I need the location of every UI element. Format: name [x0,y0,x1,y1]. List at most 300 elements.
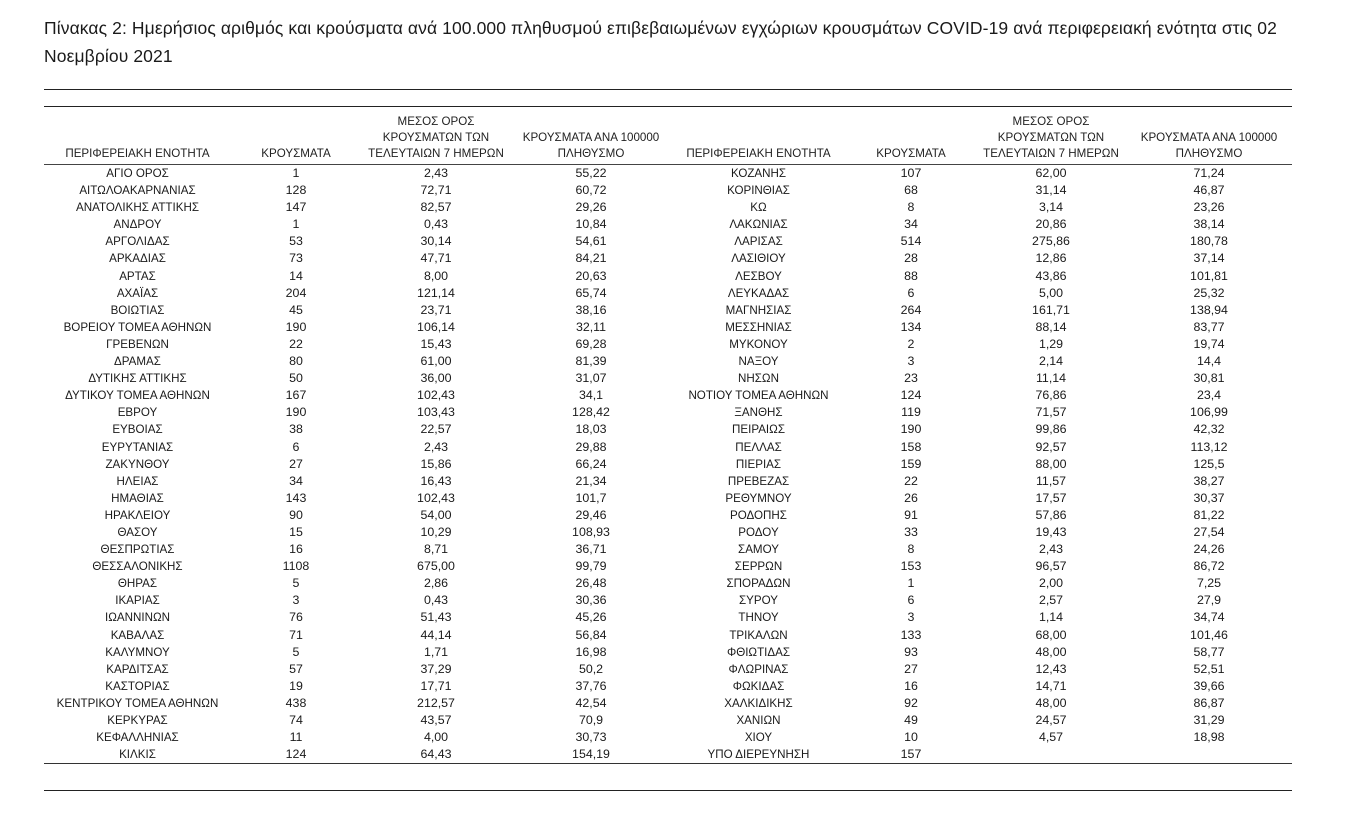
cell-cases-left: 53 [289,234,303,249]
header-cases-right: ΚΡΟΥΣΜΑΤΑ [876,147,946,160]
cell-region-left: ΙΚΑΡΙΑΣ [115,594,160,608]
cell-per100k-left: 65,74 [575,285,607,300]
cell-region-right: ΛΑΚΩΝΙΑΣ [729,218,788,232]
cell-avg7-left: 15,86 [420,456,452,471]
cell-region-left: ΖΑΚΥΝΘΟΥ [105,457,170,471]
cell-per100k-right: 14,4 [1196,354,1222,369]
cell-region-right: ΛΕΥΚΑΔΑΣ [727,286,790,300]
cell-per100k-left: 29,88 [575,439,607,454]
cell-per100k-left: 50,2 [578,661,604,676]
cell-region-left: ΕΥΒΟΙΑΣ [112,423,163,437]
cell-avg7-right [976,746,1126,764]
table-row [44,302,1292,319]
table-row [44,439,1292,456]
cell-region-left: ΔΡΑΜΑΣ [114,355,161,369]
cell-cases-left: 34 [289,473,303,488]
cell-avg7-right: 43,86 [1035,268,1067,283]
cell-region-left: ΑΝΑΤΟΛΙΚΗΣ ΑΤΤΙΚΗΣ [75,201,199,215]
cell-avg7-right: 19,43 [1035,524,1067,539]
cell-region-right: ΜΥΚΟΝΟΥ [729,337,788,351]
cell-per100k-right: 38,27 [1193,473,1225,488]
cell-cases-right: 88 [904,268,918,283]
cell-region-left: ΚΕΝΤΡΙΚΟΥ ΤΟΜΕΑ ΑΘΗΝΩΝ [56,696,219,710]
cell-region-left: ΑΓΙΟ ΟΡΟΣ [106,167,169,180]
cell-cases-left: 45 [289,302,303,317]
cell-region-right: ΣΥΡΟΥ [738,594,778,608]
cell-avg7-left: 30,14 [420,234,452,249]
cell-per100k-right: 101,81 [1190,268,1228,283]
table-row [44,473,1292,490]
top-rule [44,89,1292,90]
cell-per100k-left: 56,84 [575,627,607,642]
cell-cases-left: 1108 [282,559,310,574]
cell-region-right: ΦΛΩΡΙΝΑΣ [728,662,789,676]
cell-cases-left: 73 [289,251,303,266]
cell-cases-left: 15 [289,524,303,539]
cell-avg7-right: 24,57 [1035,713,1067,727]
cell-region-left: ΚΑΛΥΜΝΟΥ [105,645,170,659]
cell-per100k-left: 10,84 [575,217,607,232]
cell-per100k-right: 71,24 [1193,166,1225,180]
cell-region-right: ΣΠΟΡΑΔΩΝ [726,577,791,591]
cell-cases-right: 6 [907,593,915,608]
cell-per100k-right [1126,746,1292,764]
cell-region-left: ΗΛΕΙΑΣ [116,474,159,488]
cell-region-right: ΝΟΤΙΟΥ ΤΟΜΕΑ ΑΘΗΝΩΝ [688,389,829,403]
cell-per100k-right: 52,51 [1193,661,1225,676]
cell-avg7-right: 92,57 [1035,439,1067,454]
cell-region-left: ΑΧΑΪΑΣ [116,286,159,300]
cell-region-right: ΠΕΛΛΑΣ [735,440,782,454]
cell-cases-right: 2 [907,336,915,351]
cell-cases-left: 190 [285,405,307,420]
cell-region-left: ΓΡΕΒΕΝΩΝ [106,337,169,351]
table-row [44,456,1292,473]
cell-region-left: ΚΑΣΤΟΡΙΑΣ [105,679,170,693]
table-row [44,216,1292,233]
cell-avg7-right: 11,57 [1035,473,1067,488]
cell-region-right: ΤΗΝΟΥ [738,611,779,625]
cell-avg7-left: 0,43 [423,217,449,232]
cell-region-right: ΚΩ [750,201,767,215]
table-row [44,250,1292,267]
cell-region-left: ΕΥΡΥΤΑΝΙΑΣ [101,440,174,454]
cell-per100k-left: 18,03 [575,422,607,437]
table-row [44,165,1292,183]
cell-avg7-left: 10,29 [420,524,452,539]
cell-per100k-left: 29,26 [575,200,607,215]
cell-avg7-right: 1,14 [1038,610,1064,625]
cell-cases-left: 74 [289,713,303,727]
cell-per100k-right: 180,78 [1190,234,1228,249]
cell-region-right: ΦΩΚΙΔΑΣ [732,679,785,693]
cell-per100k-left: 26,48 [575,576,607,591]
cell-region-right: ΚΟΡΙΝΘΙΑΣ [727,184,790,198]
cell-region-left: ΚΑΡΔΙΤΣΑΣ [106,662,169,676]
cell-per100k-left: 154,19 [572,747,610,762]
cell-avg7-left: 54,00 [420,507,452,522]
cell-region-right: ΧΙΟΥ [744,731,773,745]
cell-region-right: ΥΠΟ ΔΙΕΡΕΥΝΗΣΗ [707,748,810,762]
cell-cases-left: 76 [289,610,303,625]
cell-per100k-right: 58,77 [1193,644,1225,659]
cell-avg7-right: 88,14 [1035,319,1067,334]
cell-per100k-right: 23,26 [1193,200,1225,215]
cell-per100k-left: 31,07 [575,371,607,386]
cell-per100k-left: 16,98 [575,644,607,659]
cell-cases-right: 91 [904,507,918,522]
cell-avg7-right: 2,00 [1038,576,1064,591]
cell-cases-right: 68 [904,183,918,198]
cell-region-left: ΒΟΙΩΤΙΑΣ [110,303,165,317]
cell-cases-left: 80 [289,354,303,369]
cell-per100k-right: 27,54 [1193,524,1225,539]
cell-cases-right: 3 [907,354,915,369]
cell-avg7-left: 103,43 [417,405,455,420]
cell-cases-left: 1 [292,166,300,180]
cell-cases-left: 57 [289,661,303,676]
cell-per100k-right: 25,32 [1193,285,1225,300]
cell-cases-right: 157 [900,747,922,762]
cell-avg7-right: 14,71 [1035,678,1067,693]
cell-per100k-left: 69,28 [575,336,607,351]
cell-cases-left: 11 [289,730,303,745]
cell-avg7-left: 43,57 [420,713,452,727]
cell-cases-left: 14 [289,268,303,283]
cell-avg7-left: 106,14 [417,319,455,334]
cell-per100k-right: 19,74 [1193,336,1225,351]
cell-cases-left: 1 [292,217,300,232]
cell-per100k-left: 108,93 [572,524,610,539]
cell-per100k-left: 42,54 [575,695,607,710]
cell-region-left: ΗΜΑΘΙΑΣ [111,491,164,505]
table-row [44,627,1292,644]
cell-avg7-right: 71,57 [1035,405,1067,420]
table-row [44,353,1292,370]
header-region-right: ΠΕΡΙΦΕΡΕΙΑΚΗ ΕΝΟΤΗΤΑ [686,147,831,160]
cell-avg7-right: 2,14 [1038,354,1064,369]
cell-region-right: ΜΕΣΣΗΝΙΑΣ [725,320,792,334]
cell-cases-right: 27 [904,661,918,676]
cell-per100k-right: 27,9 [1196,593,1222,608]
table-row [44,404,1292,421]
table-header-row [44,114,1292,165]
cell-per100k-left: 84,21 [575,251,607,266]
cell-region-right: ΡΟΔΟΥ [738,525,779,539]
cell-avg7-left: 2,43 [423,439,449,454]
cell-per100k-left: 55,22 [575,166,607,180]
cell-region-left: ΑΡΤΑΣ [119,269,156,283]
cell-per100k-right: 18,98 [1193,730,1225,745]
cell-per100k-left: 38,16 [575,302,607,317]
cell-avg7-right: 88,00 [1035,456,1067,471]
cell-per100k-left: 81,39 [575,354,607,369]
cell-region-left: ΑΝΔΡΟΥ [113,218,162,232]
cell-cases-left: 6 [292,439,300,454]
table-row [44,712,1292,729]
cell-avg7-left: 23,71 [420,302,452,317]
table-row [44,575,1292,592]
cell-region-right: ΚΟΖΑΝΗΣ [730,167,787,180]
cell-avg7-left: 22,57 [420,422,452,437]
cell-cases-left: 3 [292,593,300,608]
cell-per100k-right: 138,94 [1190,302,1228,317]
cell-avg7-right: 68,00 [1035,627,1067,642]
cell-per100k-left: 37,76 [575,678,607,693]
cell-avg7-left: 47,71 [420,251,452,266]
cell-per100k-left: 32,11 [575,319,607,334]
cell-avg7-left: 4,00 [423,730,449,745]
cell-avg7-right: 161,71 [1032,302,1070,317]
cell-region-right: ΛΑΣΙΘΙΟΥ [731,252,786,266]
cell-cases-left: 438 [285,695,307,710]
table-row [44,507,1292,524]
cell-cases-right: 22 [904,473,918,488]
cell-avg7-right: 57,86 [1035,507,1067,522]
cell-avg7-right: 99,86 [1035,422,1067,437]
header-top-rule [44,106,1292,107]
cell-avg7-right: 275,86 [1032,234,1070,249]
cell-avg7-right: 4,57 [1038,730,1064,745]
cell-avg7-right: 11,14 [1035,371,1067,386]
cell-per100k-right: 23,4 [1196,388,1222,403]
cell-cases-left: 143 [285,490,307,505]
cell-region-left: ΚΕΦΑΛΛΗΝΙΑΣ [96,731,179,745]
cell-region-right: ΠΙΕΡΙΑΣ [735,457,782,471]
cell-region-left: ΚΕΡΚΥΡΑΣ [107,714,168,727]
cell-avg7-right: 2,43 [1038,542,1064,557]
table-row [44,421,1292,438]
cell-region-left: ΒΟΡΕΙΟΥ ΤΟΜΕΑ ΑΘΗΝΩΝ [63,320,212,334]
table-row [44,678,1292,695]
cell-per100k-right: 37,14 [1193,251,1225,266]
cell-region-right: ΛΑΡΙΣΑΣ [734,235,783,249]
cell-per100k-left: 21,34 [575,473,607,488]
cell-per100k-left: 34,1 [578,388,604,403]
table-row [44,370,1292,387]
cell-avg7-right: 48,00 [1035,644,1067,659]
cell-per100k-left: 128,42 [572,405,610,420]
cell-cases-right: 23 [904,371,918,386]
cell-avg7-left: 16,43 [420,473,452,488]
cell-per100k-left: 101,7 [575,490,607,505]
cell-cases-left: 5 [292,644,300,659]
cell-avg7-right: 96,57 [1035,559,1067,574]
cell-cases-right: 28 [904,251,918,266]
cell-cases-right: 6 [907,285,915,300]
cell-per100k-right: 106,99 [1190,405,1228,420]
cell-avg7-left: 61,00 [420,354,452,369]
table-row [44,558,1292,575]
cell-cases-left: 204 [285,285,307,300]
header-per100k-right: ΚΡΟΥΣΜΑΤΑ ΑΝΑ 100000 ΠΛΗΘΥΣΜΟ [1140,131,1278,160]
cell-avg7-left: 37,29 [420,661,452,676]
cell-per100k-right: 24,26 [1193,542,1225,557]
table-row [44,182,1292,199]
cell-per100k-right: 34,74 [1193,610,1225,625]
cell-cases-right: 10 [904,730,918,745]
table-row [44,592,1292,609]
cell-avg7-left: 64,43 [420,747,452,762]
cell-cases-right: 153 [900,559,922,574]
cell-cases-left: 5 [292,576,300,591]
cell-cases-left: 19 [289,678,303,693]
cell-cases-right: 124 [900,388,922,403]
cell-per100k-left: 99,79 [575,559,607,574]
cell-avg7-right: 17,57 [1035,490,1067,505]
cell-avg7-right: 3,14 [1038,200,1064,215]
cell-per100k-right: 83,77 [1193,319,1225,334]
cell-region-right: ΠΕΙΡΑΙΩΣ [732,423,785,437]
cell-avg7-right: 12,43 [1035,661,1067,676]
table-row [44,199,1292,216]
cell-region-right: ΡΟΔΟΠΗΣ [730,508,787,522]
cell-avg7-left: 2,86 [423,576,449,591]
cell-cases-right: 107 [900,166,922,180]
cell-per100k-left: 60,72 [575,183,607,198]
cell-region-right: ΜΑΓΝΗΣΙΑΣ [725,303,792,317]
table-row [44,387,1292,404]
table-row [44,268,1292,285]
cell-region-right: ΣΑΜΟΥ [738,543,779,557]
covid-cases-table [44,114,1292,764]
cell-region-right: ΝΑΞΟΥ [738,355,779,369]
cell-cases-right: 8 [907,542,915,557]
cell-avg7-right: 5,00 [1038,285,1064,300]
table-row [44,336,1292,353]
table-row [44,319,1292,336]
cell-cases-left: 38 [289,422,303,437]
cell-cases-left: 128 [285,183,307,198]
cell-cases-right: 92 [904,695,918,710]
cell-region-left: ΔΥΤΙΚΗΣ ΑΤΤΙΚΗΣ [88,372,187,386]
cell-cases-right: 158 [900,439,922,454]
cell-per100k-left: 29,46 [575,507,607,522]
cell-cases-right: 34 [904,217,918,232]
cell-per100k-left: 45,26 [575,610,607,625]
cell-avg7-left: 82,57 [420,200,452,215]
cell-avg7-left: 36,00 [420,371,452,386]
cell-region-right: ΧΑΝΙΩΝ [736,714,781,727]
cell-avg7-right: 76,86 [1035,388,1067,403]
cell-cases-left: 124 [285,747,307,762]
cell-per100k-right: 39,66 [1193,678,1225,693]
cell-cases-left: 22 [289,336,303,351]
cell-region-left: ΑΙΤΩΛΟΑΚΑΡΝΑΝΙΑΣ [79,184,196,198]
table-row [44,285,1292,302]
cell-per100k-right: 30,81 [1193,371,1225,386]
cell-per100k-right: 101,46 [1190,627,1228,642]
cell-cases-left: 147 [285,200,307,215]
cell-cases-right: 3 [907,610,915,625]
table-row [44,490,1292,507]
cell-per100k-right: 113,12 [1190,439,1228,454]
cell-region-right: ΦΘΙΩΤΙΔΑΣ [726,645,791,659]
cell-avg7-left: 102,43 [417,388,455,403]
cell-per100k-right: 81,22 [1193,507,1225,522]
cell-region-left: ΕΒΡΟΥ [117,406,158,420]
cell-avg7-right: 48,00 [1035,695,1067,710]
cell-per100k-left: 66,24 [575,456,607,471]
cell-avg7-left: 51,43 [420,610,452,625]
cell-avg7-right: 12,86 [1035,251,1067,266]
cell-avg7-left: 0,43 [423,593,449,608]
cell-cases-right: 93 [904,644,918,659]
cell-cases-right: 8 [907,200,915,215]
cell-cases-left: 190 [285,319,307,334]
table-row [44,729,1292,746]
cell-per100k-left: 20,63 [575,268,607,283]
cell-avg7-right: 2,57 [1038,593,1064,608]
cell-avg7-left: 675,00 [417,559,455,574]
cell-avg7-right: 62,00 [1035,166,1067,180]
cell-per100k-right: 38,14 [1193,217,1225,232]
cell-avg7-left: 8,00 [423,268,449,283]
table-row [44,695,1292,712]
cell-cases-left: 50 [289,371,303,386]
cell-region-right: ΡΕΘΥΜΝΟΥ [725,491,792,505]
cell-avg7-left: 44,14 [420,627,452,642]
cell-region-left: ΚΑΒΑΛΑΣ [110,628,165,642]
table-row [44,541,1292,558]
cell-per100k-left: 54,61 [575,234,607,249]
bottom-rule [44,790,1292,791]
table-row [44,746,1292,764]
cell-region-right: ΤΡΙΚΑΛΩΝ [729,628,788,642]
cell-per100k-left: 36,71 [575,542,607,557]
cell-per100k-left: 70,9 [578,713,604,727]
table-row [44,233,1292,250]
table-row [44,524,1292,541]
cell-cases-right: 119 [901,405,921,420]
cell-region-right: ΧΑΛΚΙΔΙΚΗΣ [724,696,793,710]
table-row [44,644,1292,661]
cell-cases-right: 1 [907,576,915,591]
cell-region-right: ΣΕΡΡΩΝ [734,560,783,574]
cell-cases-left: 90 [289,507,303,522]
cell-cases-left: 167 [285,388,307,403]
cell-region-right: ΛΕΣΒΟΥ [735,269,782,283]
cell-cases-right: 159 [900,456,922,471]
cell-per100k-left: 30,73 [575,730,607,745]
cell-region-right: ΞΑΝΘΗΣ [734,406,783,420]
cell-per100k-right: 125,5 [1193,456,1225,471]
header-avg7-left: ΜΕΣΟΣ ΟΡΟΣ ΚΡΟΥΣΜΑΤΩΝ ΤΩΝ ΤΕΛΕΥΤΑΙΩΝ 7 ΗΜΕΡΩΝ [368,115,504,160]
cell-avg7-right: 1,29 [1038,336,1064,351]
cell-avg7-left: 2,43 [423,166,449,180]
cell-region-right: ΠΡΕΒΕΖΑΣ [727,474,790,488]
cell-avg7-left: 121,14 [417,285,455,300]
table-row [44,661,1292,678]
cell-avg7-left: 72,71 [420,183,452,198]
table-row [44,609,1292,626]
cell-region-left: ΘΑΣΟΥ [117,525,158,539]
cell-per100k-right: 86,72 [1193,559,1225,574]
cell-cases-right: 33 [904,524,918,539]
cell-region-left: ΘΕΣΣΑΛΟΝΙΚΗΣ [92,560,183,574]
cell-cases-left: 71 [289,627,303,642]
cell-per100k-right: 86,87 [1193,695,1225,710]
cell-avg7-left: 102,43 [417,490,455,505]
table-body [44,165,1292,764]
header-cases-left: ΚΡΟΥΣΜΑΤΑ [261,147,331,160]
cell-region-left: ΚΙΛΚΙΣ [119,748,156,762]
cell-avg7-left: 1,71 [423,644,449,659]
header-region-left: ΠΕΡΙΦΕΡΕΙΑΚΗ ΕΝΟΤΗΤΑ [65,147,210,160]
cell-avg7-right: 20,86 [1035,217,1067,232]
table-caption: Πίνακας 2: Ημερήσιος αριθμός και κρούσματα ανά 100.000 πληθυσμού επιβεβαιωμένων εγχώριων κρουσμάτων COVID-19 ανά περιφερειακή ενότητα στις 02 Νοεμβρίου 2021 [44,18,1277,66]
cell-cases-right: 190 [900,422,922,437]
